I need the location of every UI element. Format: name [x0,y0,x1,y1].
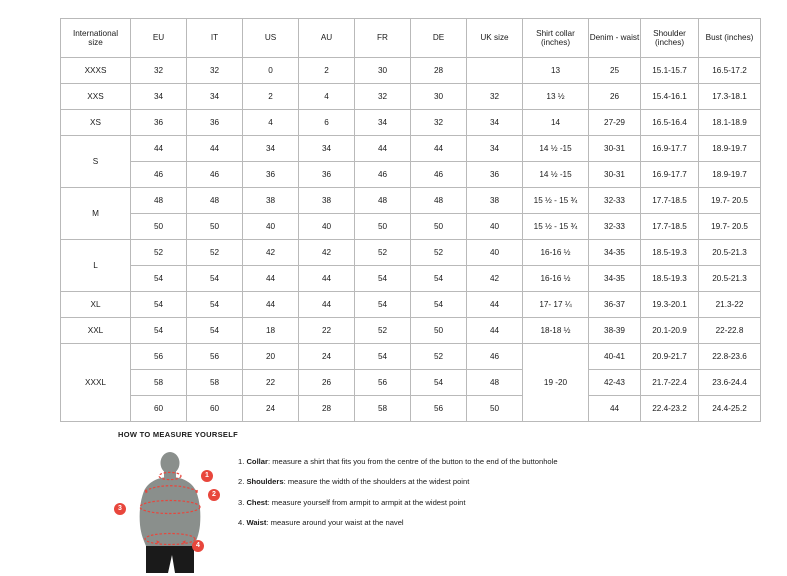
table-cell: 26 [299,370,355,396]
table-cell: 36 [187,110,243,136]
table-cell: 46 [131,162,187,188]
step-label: Shoulders [246,477,284,487]
table-cell: 23.6-24.4 [699,370,761,396]
table-header [61,19,761,58]
table-cell: 38 [467,188,523,214]
table-cell: 24 [299,344,355,370]
table-row [61,188,761,214]
table-cell: 60 [131,396,187,422]
table-cell: 42 [467,266,523,292]
table-cell: 19.7- 20.5 [699,214,761,240]
how-to-measure-body [118,451,718,576]
table-cell: 56 [355,370,411,396]
table-cell: 4 [243,110,299,136]
table-cell: 18.1-18.9 [699,110,761,136]
table-cell: 22.4-23.2 [641,396,699,422]
table-cell: 19 -20 [523,344,589,422]
table-cell: 46 [411,162,467,188]
table-cell: 44 [411,136,467,162]
column-header-denim-waist: Denim - waist [589,19,641,58]
cell-international-size: XL [61,292,131,318]
table-cell: 22.8-23.6 [699,344,761,370]
table-cell: 18 [243,318,299,344]
table-cell: 48 [467,370,523,396]
table-cell: 48 [411,188,467,214]
table-cell: 28 [299,396,355,422]
table-cell: 50 [411,318,467,344]
table-cell: 22 [299,318,355,344]
table-cell: 54 [355,266,411,292]
table-cell: 17.7-18.5 [641,188,699,214]
table-cell: 32-33 [589,214,641,240]
table-cell: 54 [187,318,243,344]
table-cell: 44 [131,136,187,162]
table-row [61,214,761,240]
table-cell: 34 [299,136,355,162]
table-cell: 52 [355,318,411,344]
table-cell: 36 [299,162,355,188]
table-cell: 32 [131,58,187,84]
table-cell: 24 [243,396,299,422]
table-cell: 36-37 [589,292,641,318]
table-cell: 16.9-17.7 [641,162,699,188]
table-cell: 48 [355,188,411,214]
how-to-measure-title: HOW TO MEASURE YOURSELF [118,430,238,439]
step-text: : measure a shirt that fits you from the centre of the button to the end of the buttonhole [267,457,558,466]
step-text: : measure yourself from armpit to armpit at the widest point [267,497,466,507]
table-cell: 40 [299,214,355,240]
table-cell: 28 [411,58,467,84]
table-cell: 36 [243,162,299,188]
table-cell: 50 [131,214,187,240]
table-cell: 15.1-15.7 [641,58,699,84]
table-cell: 13 ½ [523,84,589,110]
table-cell: 32 [411,110,467,136]
measurement-step [238,477,558,486]
table-cell: 56 [187,344,243,370]
table-cell: 14 [523,110,589,136]
table-cell: 42-43 [589,370,641,396]
cell-international-size: XXXS [61,58,131,84]
table-cell: 44 [243,266,299,292]
table-cell: 21.7-22.4 [641,370,699,396]
column-header-fr: FR [355,19,411,58]
table-cell: 40 [467,214,523,240]
table-cell: 17.3-18.1 [699,84,761,110]
table-cell: 17.7-18.5 [641,214,699,240]
table-cell: 54 [411,292,467,318]
table-cell: 44 [355,136,411,162]
table-cell: 27-29 [589,110,641,136]
table-cell: 16-16 ½ [523,240,589,266]
table-cell: 30-31 [589,162,641,188]
table-row [61,240,761,266]
table-cell: 50 [411,214,467,240]
table-row [61,58,761,84]
table-cell: 38 [299,188,355,214]
table-cell: 50 [187,214,243,240]
callout-marker-2: 2 [208,489,220,501]
table-cell: 14 ½ -15 [523,162,589,188]
table-cell: 40-41 [589,344,641,370]
cell-international-size: XS [61,110,131,136]
table-row [61,266,761,292]
column-header-international-size: International size [61,19,131,58]
table-row [61,84,761,110]
table-cell: 2 [243,84,299,110]
table-cell: 18.9-19.7 [699,162,761,188]
measurement-step [238,457,558,466]
table-cell: 34 [131,84,187,110]
table-cell: 48 [131,188,187,214]
column-header-us: US [243,19,299,58]
table-cell: 34 [355,110,411,136]
table-cell: 40 [243,214,299,240]
table-cell: 16.9-17.7 [641,136,699,162]
table-cell: 16.5-17.2 [699,58,761,84]
table-cell: 56 [411,396,467,422]
table-cell [467,58,523,84]
table-cell: 20.9-21.7 [641,344,699,370]
table-cell: 58 [187,370,243,396]
table-cell: 52 [355,240,411,266]
table-cell: 19.7- 20.5 [699,188,761,214]
column-header-shirt-collar: Shirt collar (inches) [523,19,589,58]
table-cell: 44 [299,266,355,292]
column-header-it: IT [187,19,243,58]
step-number: 1. [238,457,247,466]
table-cell: 18.5-19.3 [641,240,699,266]
table-cell: 46 [467,344,523,370]
table-body [61,58,761,422]
table-cell: 46 [355,162,411,188]
table-cell: 18.5-19.3 [641,266,699,292]
table-cell: 22-22.8 [699,318,761,344]
size-chart-container [60,18,754,422]
callout-marker-3: 3 [114,503,126,515]
table-cell: 56 [131,344,187,370]
table-cell: 42 [299,240,355,266]
cell-international-size: S [61,136,131,188]
table-cell: 46 [187,162,243,188]
column-header-eu: EU [131,19,187,58]
table-row [61,162,761,188]
step-text: : measure the width of the shoulders at the widest point [283,477,470,487]
step-text: : measure around your waist at the navel [266,518,404,528]
table-cell: 18.9-19.7 [699,136,761,162]
table-cell: 30 [355,58,411,84]
table-cell: 30-31 [589,136,641,162]
table-cell: 44 [299,292,355,318]
table-cell: 22 [243,370,299,396]
table-cell: 32-33 [589,188,641,214]
table-cell: 34-35 [589,266,641,292]
table-cell: 54 [411,266,467,292]
measurement-figure [118,451,228,576]
table-cell: 21.3-22 [699,292,761,318]
table-cell: 54 [131,266,187,292]
table-cell: 48 [187,188,243,214]
table-cell: 34 [467,136,523,162]
table-cell: 44 [467,292,523,318]
table-cell: 18-18 ½ [523,318,589,344]
table-row [61,344,761,370]
step-number: 2. [238,477,247,487]
table-cell: 0 [243,58,299,84]
table-row [61,136,761,162]
table-cell: 13 [523,58,589,84]
table-cell: 40 [467,240,523,266]
measurement-step [238,498,558,507]
table-cell: 42 [243,240,299,266]
step-number: 4. [238,518,247,528]
table-cell: 44 [187,136,243,162]
measurement-step [238,518,558,527]
table-cell: 38-39 [589,318,641,344]
table-cell: 4 [299,84,355,110]
table-cell: 52 [411,344,467,370]
column-header-bust: Bust (inches) [699,19,761,58]
table-cell: 34 [467,110,523,136]
table-cell: 52 [411,240,467,266]
column-header-shoulder: Shoulder (inches) [641,19,699,58]
table-cell: 24.4-25.2 [699,396,761,422]
table-cell: 36 [467,162,523,188]
table-row [61,110,761,136]
table-cell: 44 [243,292,299,318]
table-cell: 60 [187,396,243,422]
step-label: Waist [246,518,267,528]
table-cell: 54 [131,292,187,318]
table-cell: 2 [299,58,355,84]
callout-marker-4: 4 [192,540,204,552]
cell-international-size: M [61,188,131,240]
table-cell: 54 [187,292,243,318]
table-cell: 36 [131,110,187,136]
table-cell: 58 [131,370,187,396]
table-cell: 54 [131,318,187,344]
table-cell: 32 [355,84,411,110]
cell-international-size: XXL [61,318,131,344]
table-cell: 54 [355,292,411,318]
table-cell: 32 [187,58,243,84]
table-cell: 20.5-21.3 [699,240,761,266]
table-row [61,292,761,318]
table-cell: 54 [187,266,243,292]
step-label: Chest [246,497,268,507]
table-cell: 52 [187,240,243,266]
step-number: 3. [238,497,247,507]
table-cell: 50 [355,214,411,240]
cell-international-size: XXS [61,84,131,110]
table-row [61,318,761,344]
torso-diagram-icon [118,451,228,576]
table-cell: 34-35 [589,240,641,266]
table-cell: 38 [243,188,299,214]
table-header-row [61,19,761,58]
table-cell: 16.5-16.4 [641,110,699,136]
table-cell: 19.3-20.1 [641,292,699,318]
table-cell: 50 [467,396,523,422]
callout-marker-1: 1 [201,470,213,482]
table-cell: 15 ½ - 15 ¾ [523,214,589,240]
table-cell: 16-16 ½ [523,266,589,292]
table-cell: 20.1-20.9 [641,318,699,344]
cell-international-size: XXXL [61,344,131,422]
table-cell: 15 ½ - 15 ¾ [523,188,589,214]
table-row [61,370,761,396]
table-cell: 30 [411,84,467,110]
column-header-uk-size: UK size [467,19,523,58]
table-cell: 26 [589,84,641,110]
table-cell: 44 [589,396,641,422]
cell-international-size: L [61,240,131,292]
column-header-au: AU [299,19,355,58]
table-cell: 44 [467,318,523,344]
step-label: Collar [246,457,268,466]
measurement-steps-list [238,451,558,539]
column-header-de: DE [411,19,467,58]
table-cell: 54 [355,344,411,370]
table-cell: 54 [411,370,467,396]
size-chart-table [60,18,761,422]
how-to-measure-section [118,430,718,576]
table-row [61,396,761,422]
table-cell: 32 [467,84,523,110]
table-cell: 20.5-21.3 [699,266,761,292]
table-cell: 14 ½ -15 [523,136,589,162]
table-cell: 20 [243,344,299,370]
table-cell: 58 [355,396,411,422]
table-cell: 34 [187,84,243,110]
table-cell: 17- 17 ¼ [523,292,589,318]
table-cell: 6 [299,110,355,136]
table-cell: 52 [131,240,187,266]
table-cell: 34 [243,136,299,162]
table-cell: 25 [589,58,641,84]
table-cell: 15.4-16.1 [641,84,699,110]
